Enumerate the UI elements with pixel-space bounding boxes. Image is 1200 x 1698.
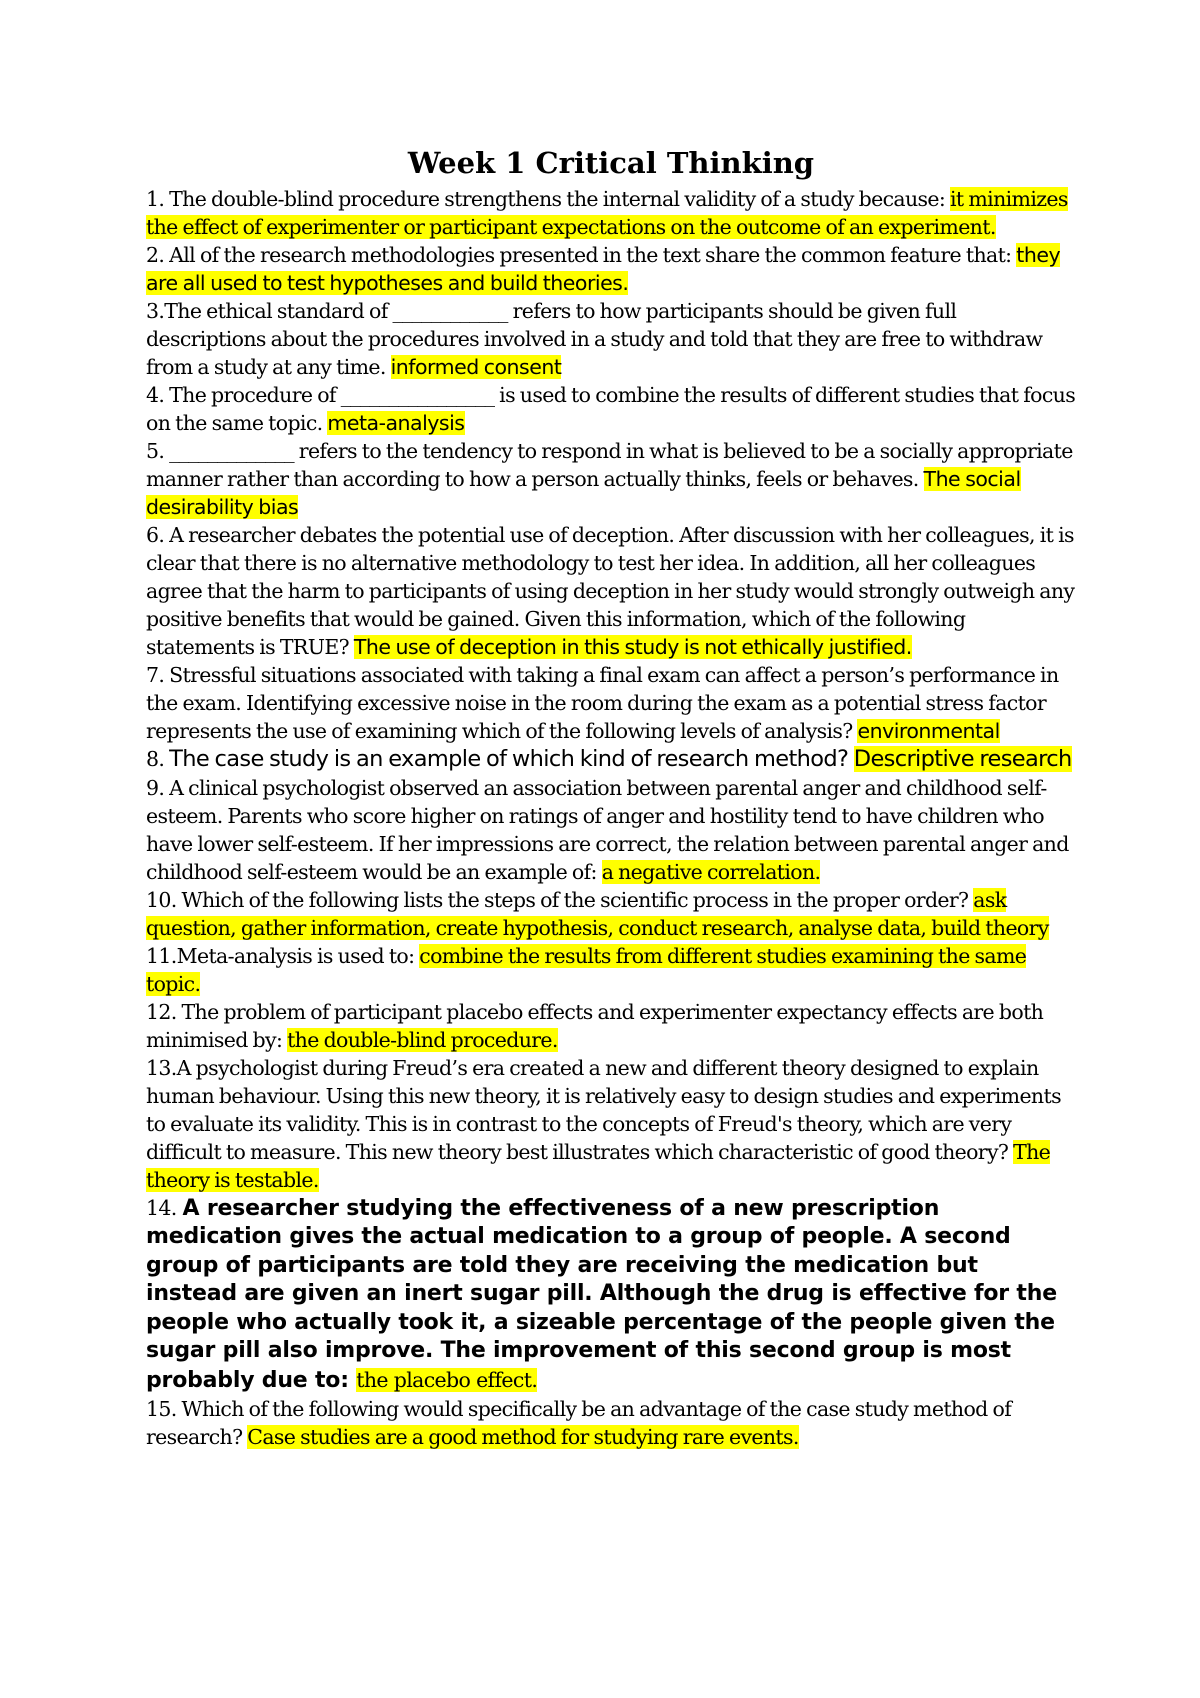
question-12 xyxy=(146,998,1076,1054)
question-text: 1. The double-blind procedure strengthens the internal validity of a study because: xyxy=(146,187,951,211)
document-page xyxy=(146,143,1076,1451)
question-8 xyxy=(146,745,1076,774)
question-15 xyxy=(146,1395,1076,1451)
question-text: 11.Meta-analysis is used to: xyxy=(146,943,420,968)
question-14 xyxy=(146,1194,1076,1396)
question-1 xyxy=(146,185,1076,241)
answer-highlight: ask question, gather information, create hypothesis, conduct research, analyse data, build theory xyxy=(146,887,1049,940)
answer-highlight: meta-analysis xyxy=(327,411,465,435)
question-2 xyxy=(146,241,1076,297)
question-6 xyxy=(146,521,1076,661)
question-text: 3.The ethical standard of ____________ refers to how participants should be given full descriptions about the procedures involved in a study and told that they are free to withdraw from a study at any time. xyxy=(146,299,1043,379)
question-9 xyxy=(146,774,1076,886)
question-text: 6. A researcher debates the potential use of deception. After discussion with her colleagues, it is clear that there is no alternative methodology to test her idea. In addition, all her colleagues agree that the harm to participants of using deception in her study would strongly outweigh any positive benefits that would be gained. Given this information, which of the following statements is TRUE? xyxy=(146,523,1075,659)
question-text: 4. The procedure of ________________ is used to combine the results of different studies that focus on the same topic. xyxy=(146,383,1076,435)
question-text: 7. Stressful situations associated with taking a final exam can affect a person’s performance in the exam. Identifying excessive noise in the room during the exam as a potential stress factor represents the use of examining which of the following levels of analysis? xyxy=(146,663,1059,743)
question-text: 12. The problem of participant placebo effects and experimenter expectancy effects are both minimised by: xyxy=(146,999,1044,1052)
question-11 xyxy=(146,942,1076,998)
question-10 xyxy=(146,886,1076,942)
answer-highlight: The social desirability bias xyxy=(146,467,1021,519)
question-3 xyxy=(146,297,1076,381)
question-text: 9. A clinical psychologist observed an association between parental anger and childhood self-esteem. Parents who score higher on ratings of anger and hostility tend to have children who have lower self-esteem. If her impressions are correct, the relation between parental anger and childhood self-esteem would be an example of: xyxy=(146,775,1069,884)
question-text: 5. _____________ refers to the tendency to respond in what is believed to be a socially appropriate manner rather than according to how a person actually thinks, feels or behaves. xyxy=(146,439,1073,491)
question-5 xyxy=(146,437,1076,521)
question-text: A researcher studying the effectiveness of a new prescription medication gives the actual medication to a group of people. A second group of participants are told they are receiving the medication but instead are given an inert sugar pill. Although the drug is effective for the people who actually took it, a sizeable percentage of the people given the sugar pill also improve. The improvement of this second group is most probably due to: xyxy=(146,1195,1057,1393)
answer-highlight: informed consent xyxy=(390,355,562,379)
answer-highlight: environmental xyxy=(857,719,1000,743)
document-title: Week 1 Critical Thinking xyxy=(407,146,815,180)
question-text: 13.A psychologist during Freud’s era created a new and different theory designed to explain human behaviour. Using this new theory, it is relatively easy to design studies and experiments to evaluate its validity. This is in contrast to the concepts of Freud's theory, which are very difficult to measure. This new theory best illustrates which characteristic of good theory? xyxy=(146,1055,1061,1164)
question-7 xyxy=(146,661,1076,745)
question-text: 15. Which of the following would specifically be an advantage of the case study method of research? xyxy=(146,1397,1012,1449)
answer-highlight: they are all used to test hypotheses and build theories. xyxy=(146,243,1061,295)
answer-highlight: the placebo effect. xyxy=(356,1367,538,1392)
question-text: The case study is an example of which kind of research method? xyxy=(169,746,854,772)
answer-highlight: the double-blind procedure. xyxy=(287,1027,558,1052)
question-text: 2. All of the research methodologies presented in the text share the common feature that: xyxy=(146,243,1017,267)
answer-highlight: Case studies are a good method for studying rare events. xyxy=(247,1425,799,1449)
answer-highlight: it minimizes the effect of experimenter or participant expectations on the outcome of an experiment. xyxy=(146,187,1068,239)
answer-highlight: The theory is testable. xyxy=(146,1139,1051,1192)
answer-highlight: The use of deception in this study is not ethically justified. xyxy=(353,635,912,659)
answer-highlight: combine the results from different studies examining the same topic. xyxy=(146,943,1027,996)
question-4 xyxy=(146,381,1076,437)
question-number: 8. xyxy=(146,747,170,771)
answer-highlight: Descriptive research xyxy=(853,746,1072,772)
question-text: 10. Which of the following lists the steps of the scientific process in the proper order? xyxy=(146,887,974,912)
answer-highlight: a negative correlation. xyxy=(601,859,821,884)
question-13 xyxy=(146,1054,1076,1194)
question-number: 14. xyxy=(146,1195,183,1220)
